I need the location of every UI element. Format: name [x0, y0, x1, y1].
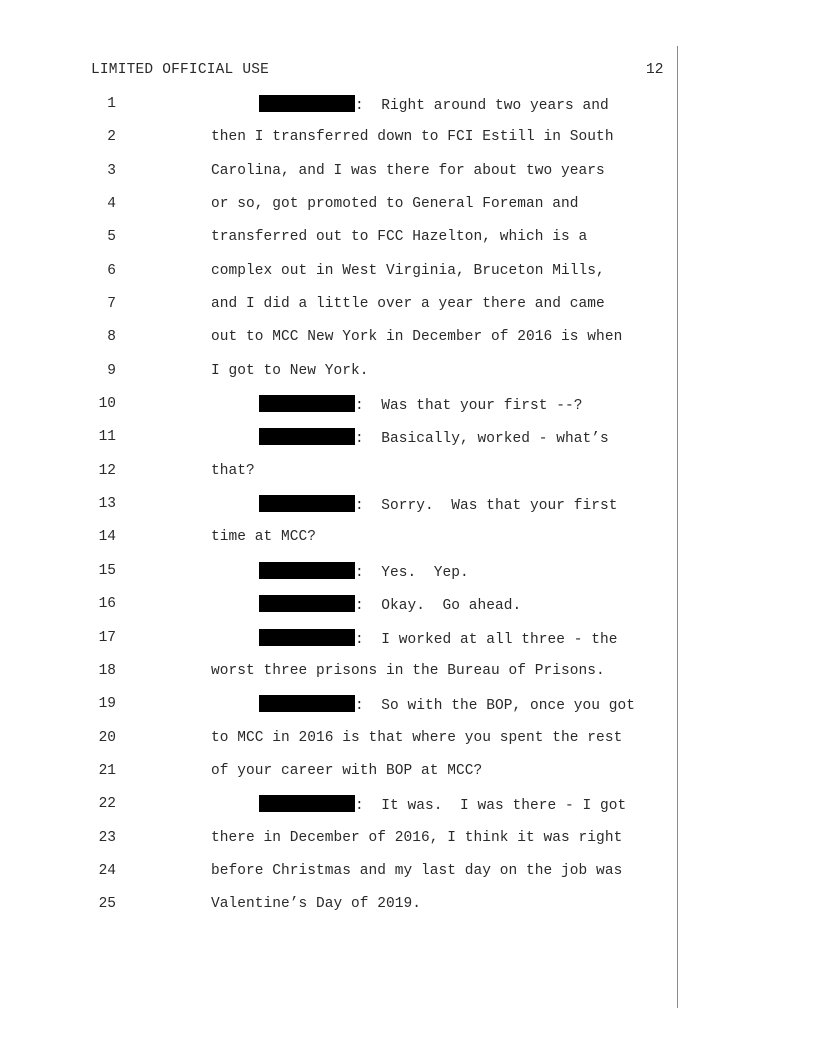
line-number: 11	[98, 429, 116, 446]
line-number: 20	[98, 729, 116, 746]
speaker-line	[259, 795, 626, 815]
line-number: 12	[98, 462, 116, 479]
line-text	[211, 295, 605, 313]
line-text	[211, 862, 622, 880]
transcript-line	[0, 562, 816, 595]
line-text	[211, 195, 579, 213]
transcript-line	[0, 95, 816, 128]
line-text	[211, 228, 587, 246]
transcript-line	[0, 495, 816, 528]
line-text	[211, 328, 622, 346]
line-text	[211, 762, 482, 780]
transcript-line	[0, 428, 816, 461]
line-number: 1	[107, 96, 116, 112]
speaker-line	[259, 562, 469, 582]
line-text	[211, 262, 605, 280]
transcript-line	[0, 395, 816, 428]
line-number: 2	[107, 129, 116, 146]
line-number: 6	[107, 262, 116, 279]
line-number: 19	[98, 696, 116, 713]
transcript-line	[0, 629, 816, 662]
line-text	[211, 895, 421, 913]
line-number: 21	[98, 762, 116, 779]
speaker-line	[259, 428, 609, 448]
line-text	[211, 162, 605, 180]
transcript-line	[0, 829, 816, 862]
classification-header: LIMITED OFFICIAL USE	[91, 62, 270, 78]
line-text	[211, 128, 614, 146]
redaction-block	[259, 395, 355, 412]
line-number: 17	[98, 629, 116, 646]
line-text-content: before Christmas and my last day on the job was	[211, 862, 623, 879]
speaker-line	[259, 395, 583, 415]
line-text-content: : Basically, worked - what’s	[355, 431, 609, 448]
line-number: 23	[98, 829, 116, 846]
transcript-line	[0, 862, 816, 895]
transcript-line	[0, 362, 816, 395]
redaction-block	[259, 562, 355, 579]
line-text-content: : Was that your first --?	[355, 398, 583, 415]
speaker-line	[259, 595, 521, 615]
line-number: 14	[98, 529, 116, 546]
transcript-line	[0, 128, 816, 161]
transcript-line	[0, 662, 816, 695]
line-text	[211, 662, 605, 680]
line-text-content: worst three prisons in the Bureau of Prisons.	[211, 662, 605, 679]
speaker-line	[259, 629, 618, 649]
speaker-line	[259, 95, 609, 115]
line-text-content: that?	[211, 462, 255, 479]
line-number: 7	[107, 296, 116, 313]
line-number: 24	[98, 862, 116, 879]
transcript-line	[0, 195, 816, 228]
redaction-block	[259, 695, 355, 712]
line-text-content: : I worked at all three - the	[355, 631, 618, 648]
line-text	[211, 729, 622, 747]
line-text	[211, 362, 369, 380]
line-text-content: and I did a little over a year there and came	[211, 296, 605, 313]
page-number: 12	[646, 62, 664, 78]
line-text-content: Carolina, and I was there for about two years	[211, 162, 605, 179]
transcript-line	[0, 262, 816, 295]
line-number: 18	[98, 662, 116, 679]
redaction-block	[259, 795, 355, 812]
line-number: 15	[98, 562, 116, 579]
line-number: 25	[98, 896, 116, 913]
line-text-content: Valentine’s Day of 2019.	[211, 896, 422, 913]
line-text-content: to MCC in 2016 is that where you spent the rest	[211, 729, 623, 746]
transcript-line	[0, 795, 816, 828]
line-text-content: or so, got promoted to General Foreman and	[211, 196, 579, 213]
transcript-line	[0, 595, 816, 628]
line-number: 22	[98, 796, 116, 813]
redaction-block	[259, 495, 355, 512]
redaction-block	[259, 595, 355, 612]
line-text-content: : Okay. Go ahead.	[355, 598, 522, 615]
line-text-content: : Yes. Yep.	[355, 564, 469, 581]
transcript-line	[0, 895, 816, 928]
line-text-content: : Right around two years and	[355, 98, 609, 114]
line-text	[211, 462, 255, 480]
transcript-line	[0, 462, 816, 495]
line-number: 5	[107, 229, 116, 246]
line-text-content: complex out in West Virginia, Bruceton Mills,	[211, 262, 605, 279]
line-text-content: of your career with BOP at MCC?	[211, 762, 483, 779]
line-text	[211, 528, 316, 546]
speaker-line	[259, 495, 618, 515]
line-number: 10	[98, 396, 116, 413]
transcript-line	[0, 295, 816, 328]
line-number: 16	[98, 596, 116, 613]
transcript-lines	[0, 95, 816, 929]
line-text-content: transferred out to FCC Hazelton, which is a	[211, 229, 588, 246]
line-number: 13	[98, 496, 116, 513]
line-text	[211, 829, 622, 847]
line-text-content: : So with the BOP, once you got	[355, 698, 636, 715]
transcript-line	[0, 762, 816, 795]
line-text-content: I got to New York.	[211, 362, 369, 379]
transcript-line	[0, 528, 816, 561]
line-text-content: out to MCC New York in December of 2016 is when	[211, 329, 623, 346]
line-text-content: there in December of 2016, I think it was right	[211, 829, 623, 846]
transcript-line	[0, 328, 816, 361]
redaction-block	[259, 95, 355, 112]
line-number: 8	[107, 329, 116, 346]
transcript-line	[0, 162, 816, 195]
transcript-line	[0, 729, 816, 762]
line-text-content: then I transferred down to FCI Estill in South	[211, 129, 614, 146]
speaker-line	[259, 695, 635, 715]
redaction-block	[259, 428, 355, 445]
redaction-block	[259, 629, 355, 646]
transcript-line	[0, 228, 816, 261]
line-number: 4	[107, 196, 116, 213]
line-number: 3	[107, 162, 116, 179]
line-number: 9	[107, 362, 116, 379]
line-text-content: : It was. I was there - I got	[355, 798, 627, 815]
line-text-content: time at MCC?	[211, 529, 317, 546]
transcript-line	[0, 695, 816, 728]
line-text-content: : Sorry. Was that your first	[355, 498, 618, 515]
